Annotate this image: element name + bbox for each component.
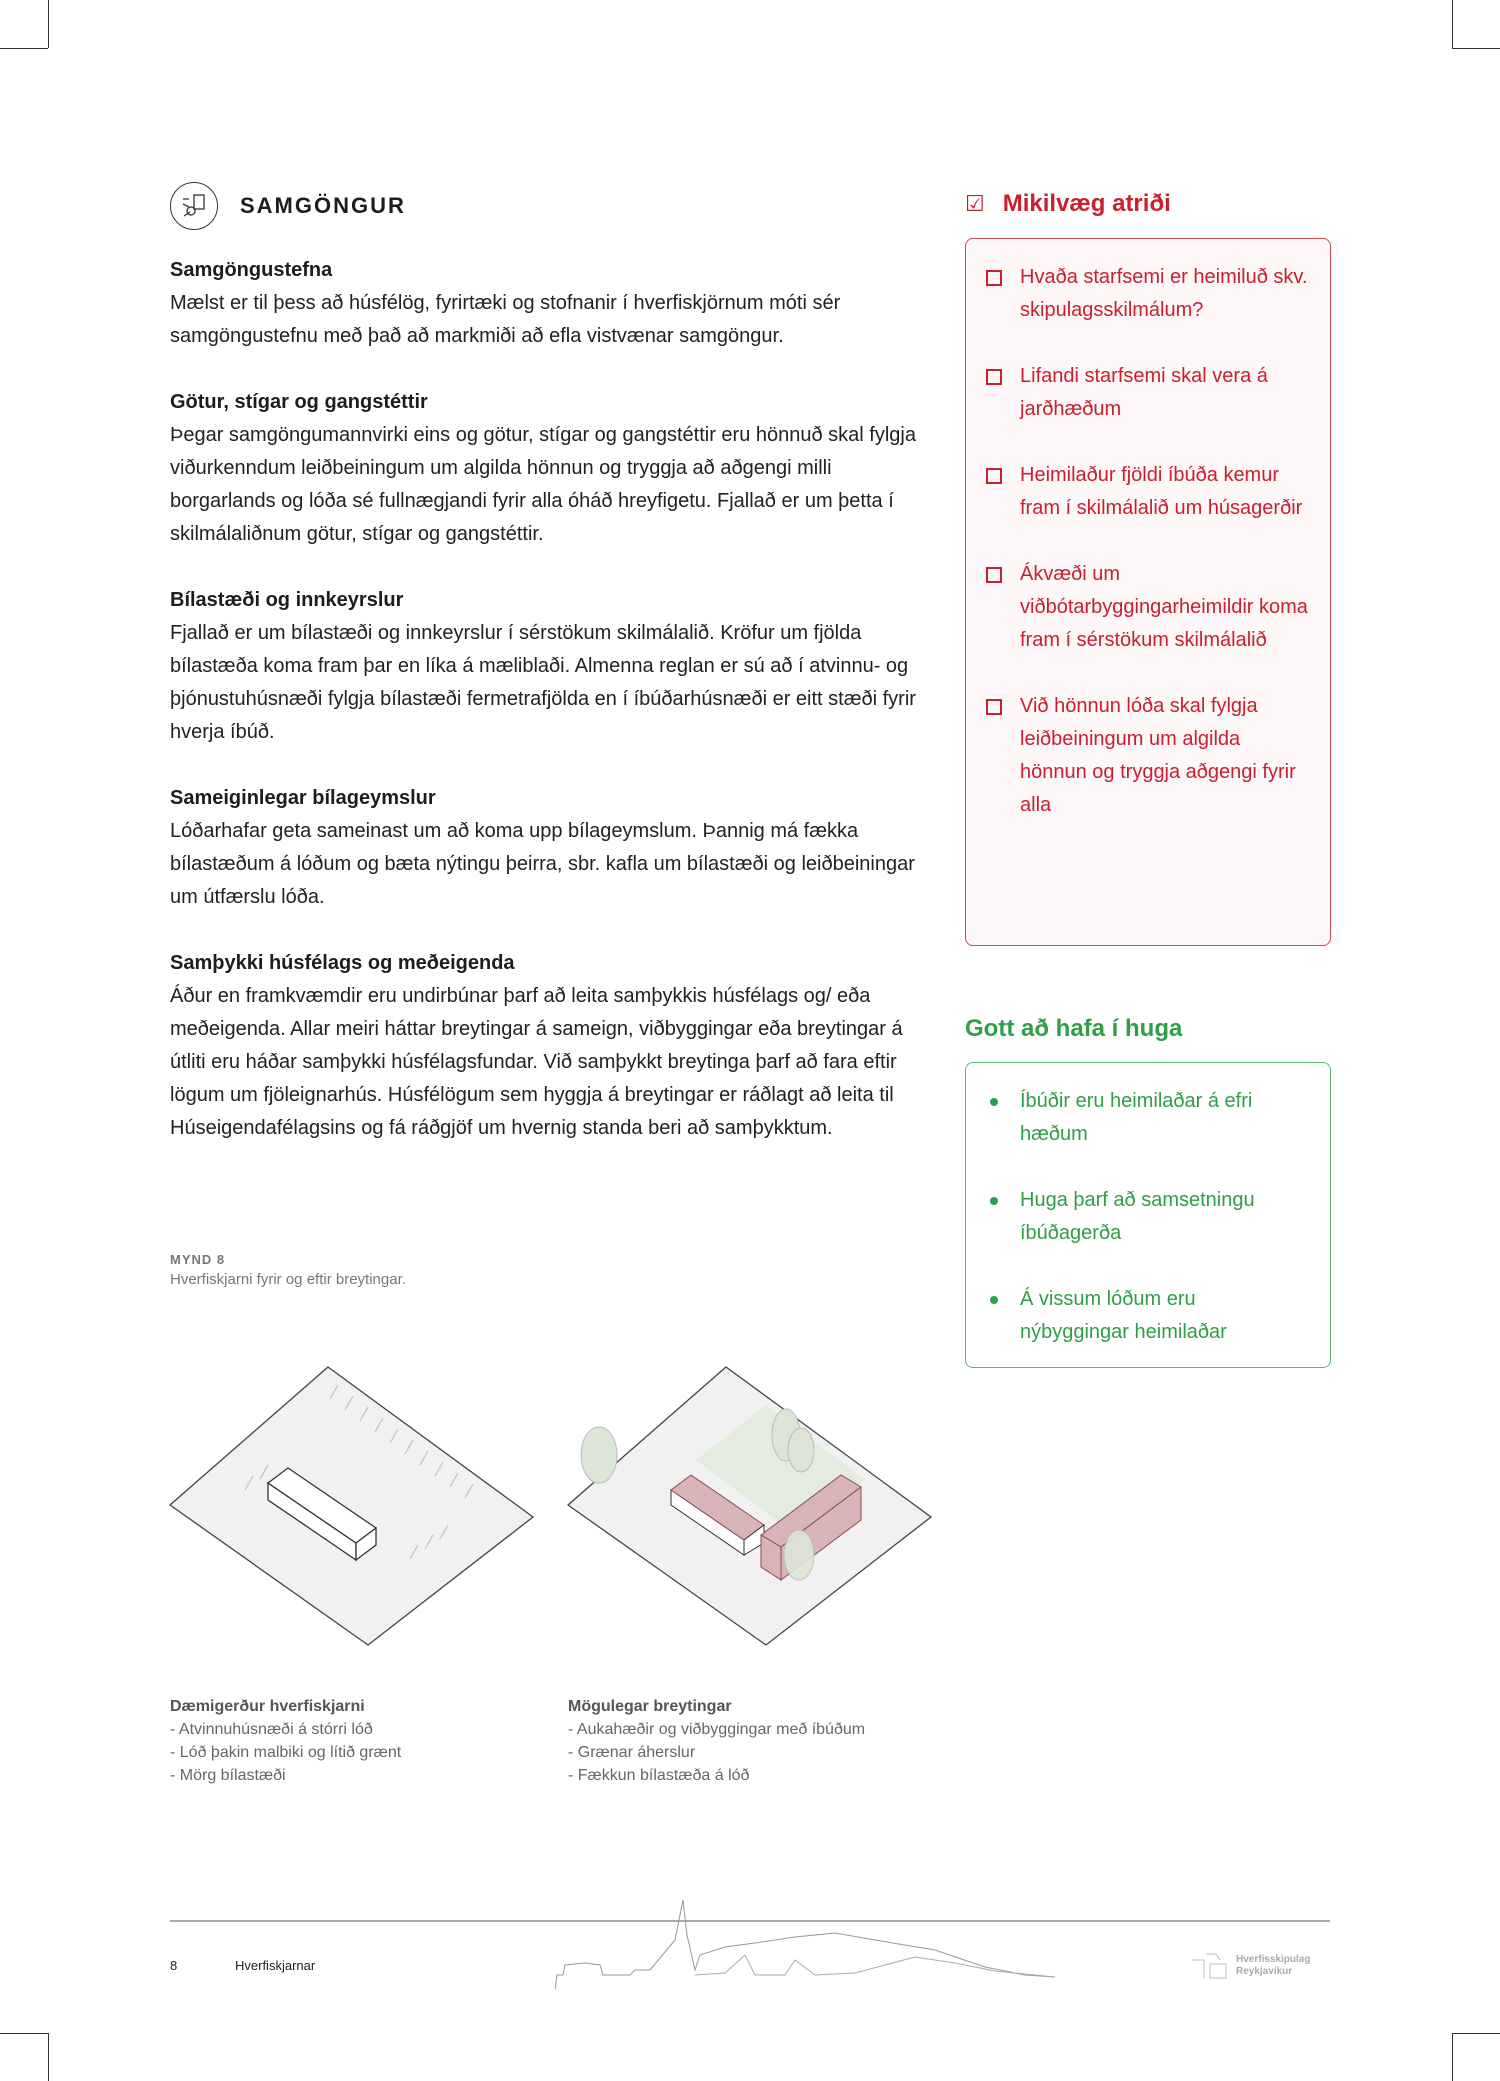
checklist-text: Lifandi starfsemi skal vera á jarðhæðum (1020, 365, 1268, 420)
logo-line: Hverfisskipulag (1236, 1954, 1311, 1965)
text-section (170, 254, 940, 353)
bullet-text: Huga þarf að samsetningu íbúðagerða (1020, 1189, 1255, 1244)
section-heading: Sameiginlegar bílageymslur (170, 787, 436, 809)
figure-caption-text: Hverfiskjarni fyrir og eftir breytingar. (170, 1271, 406, 1288)
bullet-icon (990, 1296, 998, 1304)
checklist-item (986, 558, 1310, 657)
checklist-text: Heimilaður fjöldi íbúða kemur fram í skilmálalið um húsagerðir (1020, 464, 1303, 519)
text-section (170, 386, 940, 551)
page-number: 8 (170, 1958, 178, 1973)
text-section (170, 947, 940, 1145)
chapter-name: Hverfiskjarnar (235, 1958, 316, 1973)
section-header (170, 180, 940, 232)
logo-mark-icon (1190, 1950, 1230, 1982)
mindful-title: Gott að hafa í huga (965, 1015, 1183, 1042)
checkbox-icon[interactable] (986, 567, 1002, 583)
important-header (965, 190, 1331, 218)
section-paragraph: Lóðarhafar geta sameinast um að koma upp bílageymslum. Þannig má fækka bílastæðum á lóðum og bæta nýtingu þeirra, sbr. kafla um bílastæði og leiðbeiningar um útfærslu lóða. (170, 820, 915, 908)
text-section (170, 584, 940, 749)
important-title: Mikilvæg atriði (1002, 190, 1171, 217)
section-paragraph: Mælst er til þess að húsfélög, fyrirtæki og stofnanir í hverfiskjörnum móti sér samgöngustefnu með það að markmiði að efla vistvænar samgöngur. (170, 292, 841, 347)
bullet-item (986, 1184, 1310, 1250)
checklist-text: Við hönnun lóða skal fylgja leiðbeiningum um algilda hönnun og tryggja aðgengi fyrir alla (1020, 695, 1296, 816)
checklist-item (986, 360, 1310, 426)
section-paragraph: Fjallað er um bílastæði og innkeyrslur í sérstökum skilmálalið. Kröfur um fjölda bílastæða koma fram þar en líka á mæliblaði. Almenna reglan er sú að í atvinnu- og þjónustuhúsnæði fylgja bílastæði fermetrafjölda en í íbúðarhúsnæði er eitt stæði fyrir hverja íbúð. (170, 622, 916, 743)
caption-item: - Mörg bílastæði (170, 1767, 286, 1784)
important-box (965, 238, 1331, 946)
section-heading: Bílastæði og innkeyrslur (170, 589, 404, 611)
mindful-header (965, 1015, 1331, 1043)
figure-caption (170, 1252, 406, 1288)
checked-box-icon: ☑ (965, 191, 985, 216)
caption-item: - Aukahæðir og viðbyggingar með íbúðum (568, 1721, 866, 1738)
section-heading: Samgöngustefna (170, 259, 333, 281)
caption-after (568, 1695, 865, 1787)
mindful-box (965, 1062, 1331, 1368)
section-title: SAMGÖNGUR (240, 193, 406, 218)
section-paragraph: Áður en framkvæmdir eru undirbúnar þarf að leita samþykkis húsfélags og/ eða meðeigenda. Allar meiri háttar breytingar á sameign, viðbyggingar eða breytingar á útliti eru háðar samþykki húsfélagsfundar. Við samþykkt breytinga þarf að fara eftir lögum um fjöleignarhús. Húsfélögum sem hyggja á breytingar er ráðlagt að leita til Húseigendafélagsins og fá ráðgjöf um hvernig standa beri að samþykktum. (170, 985, 903, 1139)
checklist-text: Ákvæði um viðbótarbyggingarheimildir koma fram í sérstökum skilmálalið (1020, 563, 1308, 651)
checklist-item (986, 690, 1310, 822)
bullet-item (986, 1283, 1310, 1349)
illustration-before (168, 1355, 538, 1655)
caption-item: - Grænar áherslur (568, 1744, 696, 1761)
logo-line: Reykjavíkur (1236, 1966, 1293, 1977)
section-heading: Samþykki húsfélags og meðeigenda (170, 952, 515, 974)
figure-label: MYND 8 (170, 1252, 226, 1267)
illustration-after (566, 1355, 936, 1655)
skyline-illustration (555, 1895, 1135, 1990)
checkbox-icon[interactable] (986, 270, 1002, 286)
caption-item: - Atvinnuhúsnæði á stórri lóð (170, 1721, 373, 1738)
text-section (170, 782, 940, 914)
bullet-icon (990, 1098, 998, 1106)
section-paragraph: Þegar samgöngumannvirki eins og götur, stígar og gangstéttir eru hönnuð skal fylgja viðurkenndum leiðbeiningum um algilda hönnun og tryggja að aðgengi milli borgarlands og lóða sé fullnægjandi fyrir alla óháð hreyfigetu. Fjallað er um þetta í skilmálaliðnum götur, stígar og gangstéttir. (170, 424, 916, 545)
caption-item: - Lóð þakin malbiki og lítið grænt (170, 1744, 402, 1761)
checklist-text: Hvaða starfsemi er heimiluð skv. skipulagsskilmálum? (1020, 266, 1308, 321)
checkbox-icon[interactable] (986, 369, 1002, 385)
caption-before-title: Dæmigerður hverfiskjarni (170, 1698, 365, 1715)
section-heading: Götur, stígar og gangstéttir (170, 391, 428, 413)
checklist-item (986, 459, 1310, 525)
checkbox-icon[interactable] (986, 699, 1002, 715)
bullet-text: Íbúðir eru heimilaðar á efri hæðum (1020, 1090, 1253, 1145)
checkbox-icon[interactable] (986, 468, 1002, 484)
main-content (170, 180, 940, 1145)
caption-before (170, 1695, 401, 1787)
caption-after-title: Mögulegar breytingar (568, 1698, 732, 1715)
bullet-icon (990, 1197, 998, 1205)
transport-icon (170, 182, 218, 230)
checklist-item (986, 261, 1310, 327)
logo (1190, 1950, 1310, 1982)
caption-item: - Fækkun bílastæða á lóð (568, 1767, 750, 1784)
bullet-item (986, 1085, 1310, 1151)
bullet-text: Á vissum lóðum eru nýbyggingar heimilaðar (1020, 1288, 1227, 1343)
